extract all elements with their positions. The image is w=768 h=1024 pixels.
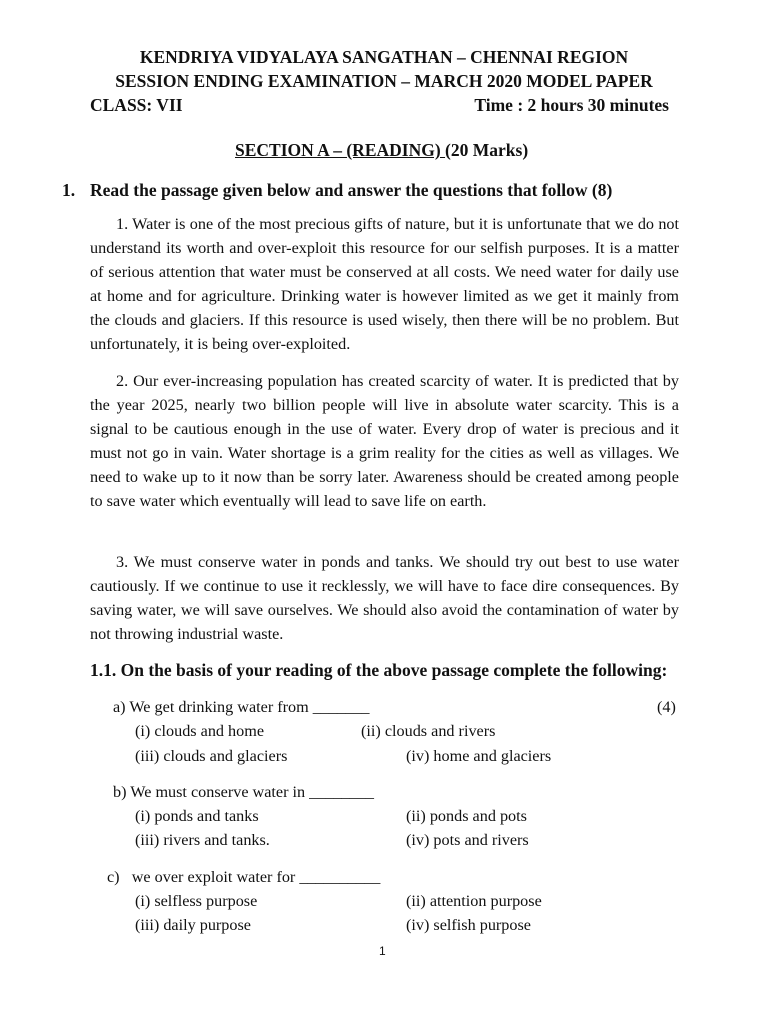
option-b-iv: (iv) pots and rivers	[406, 831, 529, 849]
option-c-ii: (ii) attention purpose	[406, 892, 542, 910]
subquestion-title: 1.1. On the basis of your reading of the above passage complete the following:	[90, 660, 668, 680]
option-b-i: (i) ponds and tanks	[135, 807, 259, 825]
subquestion-marks: (4)	[657, 698, 676, 716]
passage-paragraph-3: 3. We must conserve water in ponds and tanks. We should try out best to use water cautiously. If we continue to use it recklessly, we will have to face dire consequences. By saving water, we will save ourselves. We should also avoid the contamination of water by not throwing industrial waste.	[90, 553, 679, 643]
option-a-iii: (iii) clouds and glaciers	[135, 747, 288, 765]
exam-title: SESSION ENDING EXAMINATION – MARCH 2020 MODEL PAPER	[115, 71, 653, 91]
school-title: KENDRIYA VIDYALAYA SANGATHAN – CHENNAI REGION	[139, 47, 629, 67]
question-number: 1.	[62, 180, 76, 200]
passage-paragraph-1: 1. Water is one of the most precious gifts of nature, but it is unfortunate that we do not understand its worth and over-exploit this resource for our selfish purposes. It is a matter of serious attention that water must be conserved at all costs. We need water for daily use at home and for agriculture. Drinking water is however limited as we get it mainly from the clouds and glaciers. If this resource is used wisely, then there will be no problem. But unfortunately, it is being over-exploited.	[90, 215, 679, 353]
option-a-i: (i) clouds and home	[135, 722, 265, 740]
question-c-stem: c) we over exploit water for __________	[107, 868, 381, 886]
option-b-ii: (ii) ponds and pots	[406, 807, 527, 825]
option-a-ii: (ii) clouds and rivers	[361, 722, 496, 740]
passage-paragraph-2: 2. Our ever-increasing population has created scarcity of water. It is predicted that by the year 2025, nearly two billion people will live in absolute water scarcity. This is a signal to be cautious enough in the use of water. Every drop of water is precious and it must not go in vain. Water shortage is a grim reality for the cities as well as villages. We need to wake up to it now than be sorry later. Awareness should be created among people to save water which eventually will lead to save life on earth.	[90, 372, 679, 510]
section-name: SECTION A – (READING)	[235, 140, 446, 160]
option-b-iii: (iii) rivers and tanks.	[135, 831, 270, 849]
class-label: CLASS: VII	[90, 95, 183, 115]
question-b-stem: b) We must conserve water in ________	[113, 783, 374, 801]
time-label: Time : 2 hours 30 minutes	[474, 95, 669, 115]
option-a-iv: (iv) home and glaciers	[406, 747, 552, 765]
section-marks: (20 Marks)	[445, 140, 529, 160]
option-c-i: (i) selfless purpose	[135, 892, 258, 910]
question-text: Read the passage given below and answer the questions that follow (8)	[90, 180, 613, 200]
section-title	[235, 140, 528, 161]
option-c-iv: (iv) selfish purpose	[406, 916, 531, 934]
question-a-stem: a) We get drinking water from _______	[113, 698, 370, 716]
option-c-iii: (iii) daily purpose	[135, 916, 251, 934]
page-number: 1	[379, 944, 386, 958]
